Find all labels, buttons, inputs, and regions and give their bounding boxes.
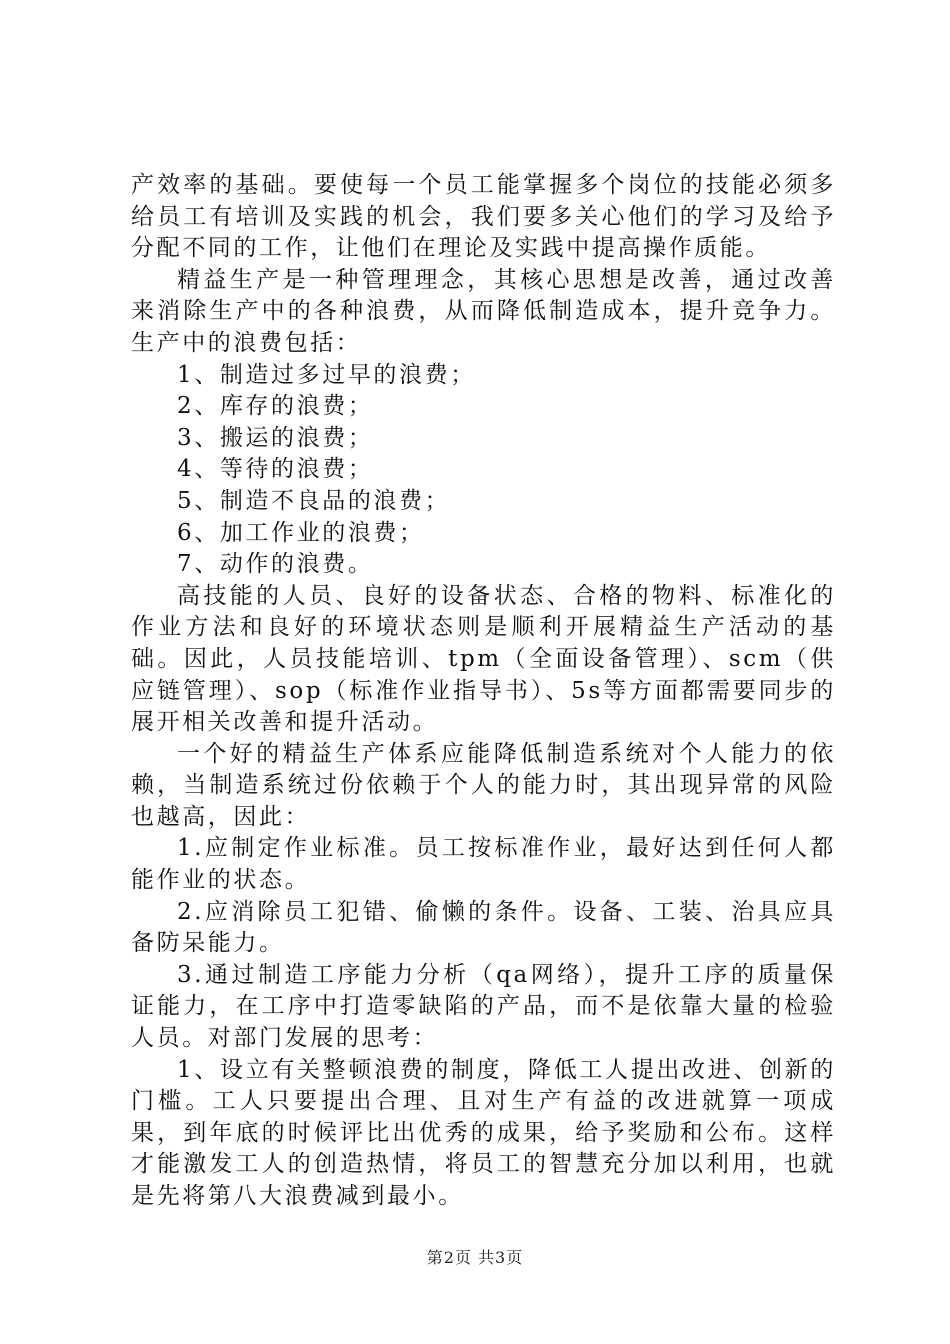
document-body xyxy=(131,170,836,1213)
paragraph: 一个好的精益生产体系应能降低制造系统对个人能力的依赖，当制造系统过份依赖于个人的能力时，其出现异常的风险也越高，因此： xyxy=(131,740,836,830)
paragraph: 1.应制定作业标准。员工按标准作业，最好达到任何人都能作业的状态。 xyxy=(131,835,836,894)
paragraph: 1、设立有关整顿浪费的制度，降低工人提出改进、创新的门槛。工人只要提出合理、且对生产有益的改进就算一项成果，到年底的时候评比出优秀的成果，给予奖励和公布。这样才能激发工人的创造热情，将员工的智慧充分加以利用，也就是先将第八大浪费减到最小。 xyxy=(131,1056,836,1209)
page-number-footer: 第2页 共3页 xyxy=(426,1248,524,1267)
list-item: 7、动作的浪费。 xyxy=(177,551,374,578)
list-item: 3、搬运的浪费； xyxy=(177,424,374,451)
paragraph: 产效率的基础。要使每一个员工能掌握多个岗位的技能必须多给员工有培训及实践的机会，我们要多关心他们的学习及给予分配不同的工作，让他们在理论及实践中提高操作质能。 xyxy=(131,172,836,262)
paragraph: 2.应消除员工犯错、偷懒的条件。设备、工装、治具应具备防呆能力。 xyxy=(131,898,836,957)
paragraph: 精益生产是一种管理理念，其核心思想是改善，通过改善来消除生产中的各种浪费，从而降低制造成本，提升竞争力。生产中的浪费包括： xyxy=(131,266,836,356)
list-item: 1、制造过多过早的浪费； xyxy=(177,361,476,388)
paragraph: 3.通过制造工序能力分析（qa网络），提升工序的质量保证能力，在工序中打造零缺陷的产品，而不是依靠大量的检验人员。对部门发展的思考： xyxy=(131,961,836,1052)
list-item: 2、库存的浪费； xyxy=(177,393,374,420)
paragraph: 高技能的人员、良好的设备状态、合格的物料、标准化的作业方法和良好的环境状态则是顺利开展精益生产活动的基础。因此，人员技能培训、tpm（全面设备管理）、scm（供应链管理）、sop（标准作业指导书）、5s等方面都需要同步的展开相关改善和提升活动。 xyxy=(131,582,836,736)
list-item: 5、制造不良品的浪费； xyxy=(177,487,451,514)
list-item: 4、等待的浪费； xyxy=(177,456,374,483)
list-item: 6、加工作业的浪费； xyxy=(177,519,425,546)
